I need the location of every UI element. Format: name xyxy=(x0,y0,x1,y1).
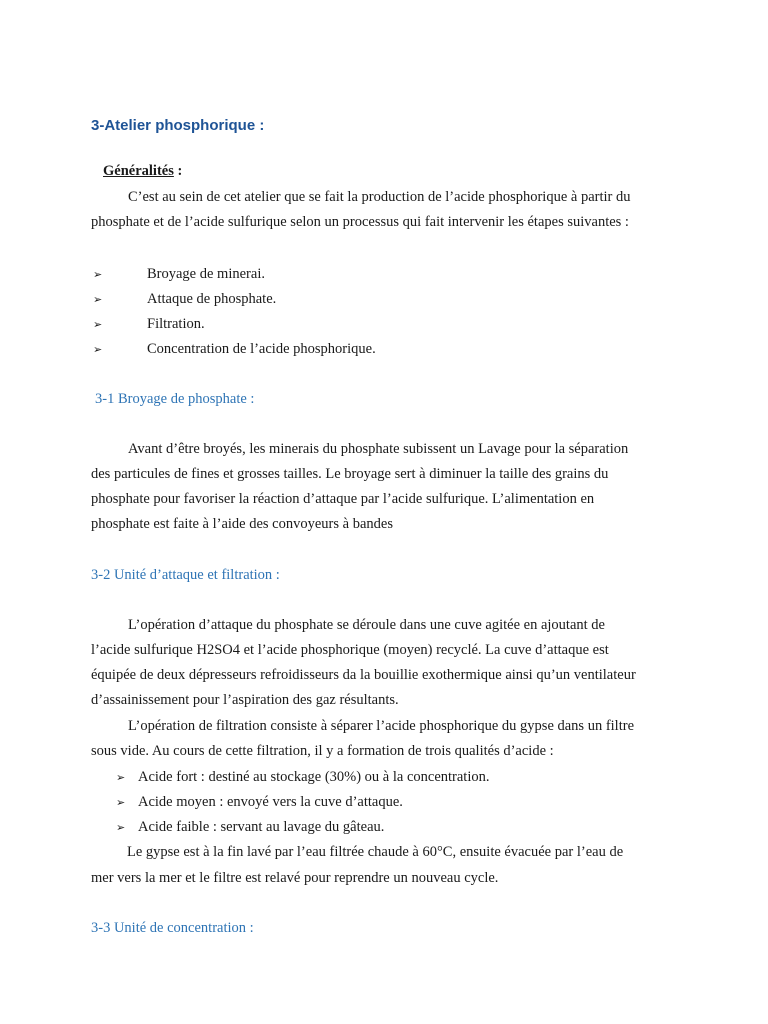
acid-text: Acide fort : destiné au stockage (30%) ou à la concentration. xyxy=(138,769,490,785)
list-item xyxy=(93,316,493,338)
generalites-heading xyxy=(103,163,182,180)
step-text: Concentration de l’acide phosphorique. xyxy=(147,341,376,357)
section-title: 3-Atelier phosphorique : xyxy=(91,117,265,134)
list-item xyxy=(116,769,566,791)
broyage-line-2: des particules de fines et grosses tailles. Le broyage sert à diminuer la taille des grains du xyxy=(91,466,609,482)
list-item xyxy=(93,266,493,288)
closing-line-1: Le gypse est à la fin lavé par l’eau filtrée chaude à 60°C, ensuite évacuée par l’eau de xyxy=(127,844,624,860)
arrow-bullet-icon: ➢ xyxy=(93,268,103,281)
arrow-bullet-icon: ➢ xyxy=(116,821,126,834)
generalites-label: Généralités xyxy=(103,163,174,179)
list-item xyxy=(93,291,493,313)
attaque-line-2: l’acide sulfurique H2SO4 et l’acide phosphorique (moyen) recyclé. La cuve d’attaque est xyxy=(91,642,609,658)
arrow-bullet-icon: ➢ xyxy=(116,771,126,784)
generalites-line-1: C’est au sein de cet atelier que se fait la production de l’acide phosphorique à partir du xyxy=(128,189,631,205)
generalites-colon: : xyxy=(173,163,183,179)
closing-line-2: mer vers la mer et le filtre est relavé pour reprendre un nouveau cycle. xyxy=(91,870,499,886)
acid-text: Acide faible : servant au lavage du gâteau. xyxy=(138,819,385,835)
attaque-line-5: L’opération de filtration consiste à séparer l’acide phosphorique du gypse dans un filtre xyxy=(128,718,635,734)
acid-text: Acide moyen : envoyé vers la cuve d’attaque. xyxy=(138,794,403,810)
broyage-line-1: Avant d’être broyés, les minerais du phosphate subissent un Lavage pour la séparation xyxy=(128,441,629,457)
arrow-bullet-icon: ➢ xyxy=(116,796,126,809)
list-item xyxy=(116,819,566,841)
list-item xyxy=(93,341,493,363)
step-text: Filtration. xyxy=(147,316,205,332)
list-item xyxy=(116,794,566,816)
broyage-heading: 3-1 Broyage de phosphate : xyxy=(95,391,255,407)
step-text: Attaque de phosphate. xyxy=(147,291,277,307)
attaque-line-6: sous vide. Au cours de cette filtration, il y a formation de trois qualités d’acide : xyxy=(91,743,554,759)
attaque-line-1: L’opération d’attaque du phosphate se déroule dans une cuve agitée en ajoutant de xyxy=(128,617,605,633)
broyage-line-3: phosphate pour favoriser la réaction d’attaque par l’acide sulfurique. L’alimentation en xyxy=(91,491,595,507)
generalites-line-2: phosphate et de l’acide sulfurique selon un processus qui fait intervenir les étapes suivantes : xyxy=(91,214,629,230)
concentration-heading: 3-3 Unité de concentration : xyxy=(91,920,254,936)
attaque-line-3: équipée de deux dépresseurs refroidisseurs da la bouillie exothermique ainsi qu’un ventilateur xyxy=(91,667,636,683)
arrow-bullet-icon: ➢ xyxy=(93,343,103,356)
attaque-line-4: d’assainissement pour l’aspiration des gaz résultants. xyxy=(91,692,399,708)
arrow-bullet-icon: ➢ xyxy=(93,318,103,331)
broyage-line-4: phosphate est faite à l’aide des convoyeurs à bandes xyxy=(91,516,393,532)
step-text: Broyage de minerai. xyxy=(147,266,265,282)
attaque-heading: 3-2 Unité d’attaque et filtration : xyxy=(91,567,280,583)
arrow-bullet-icon: ➢ xyxy=(93,293,103,306)
